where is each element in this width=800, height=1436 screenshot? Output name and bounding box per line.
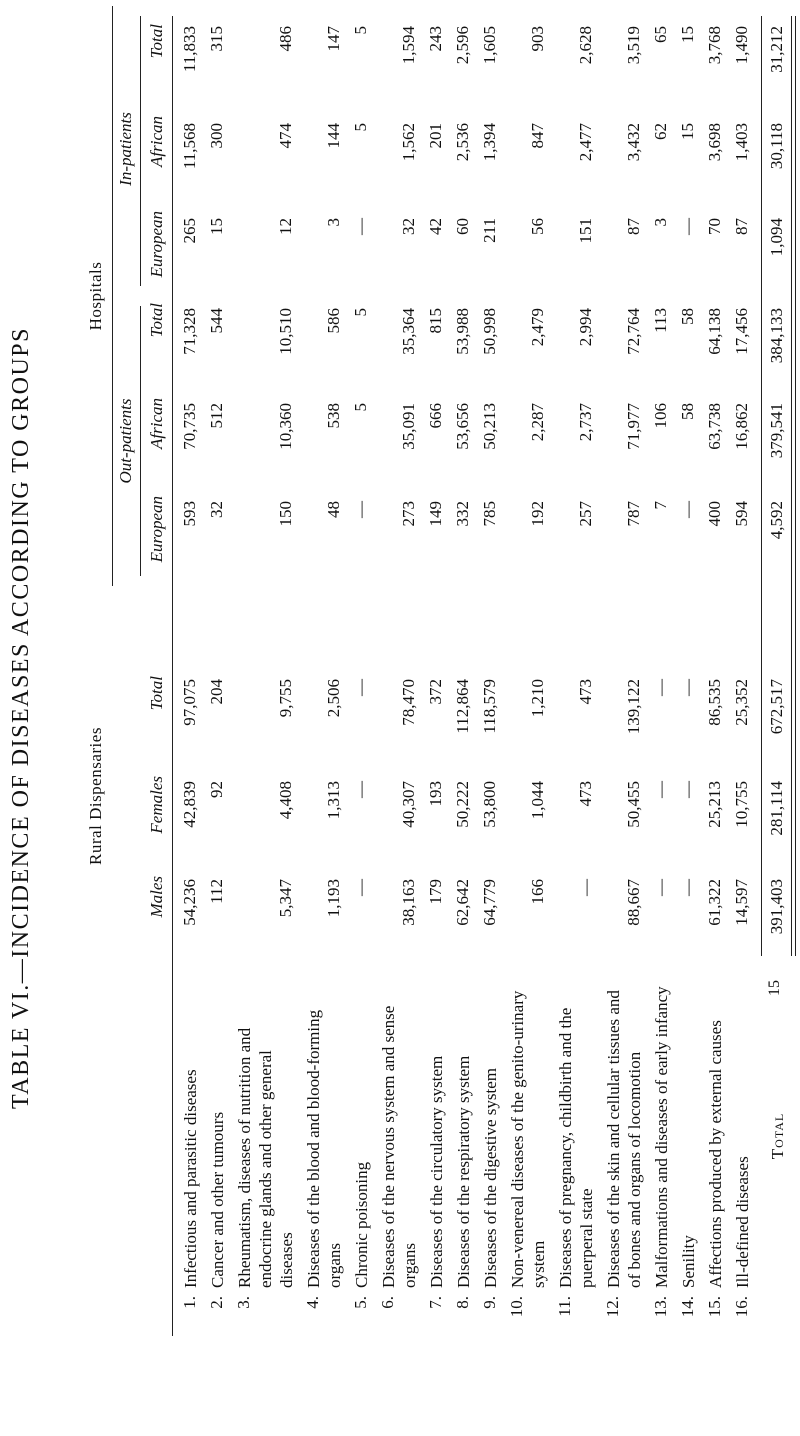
cell: 192: [528, 501, 547, 527]
row-number: 6.: [378, 1296, 397, 1309]
cell: 150: [276, 501, 295, 527]
group-rural-dispensaries: Rural Dispensaries: [86, 727, 105, 865]
row-label-line: system: [529, 1240, 548, 1288]
cell: 63,738: [705, 403, 724, 450]
cell: 265: [180, 218, 199, 244]
row-label: [732, 978, 753, 1288]
cell: —: [651, 781, 670, 798]
cell: 87: [624, 218, 643, 235]
cell: 32: [207, 501, 226, 518]
total-top-rule: [761, 16, 762, 956]
hospitals-rule: [112, 6, 113, 586]
table-row: [207, 0, 228, 1436]
row-label: [603, 978, 645, 1288]
row-label: [378, 978, 420, 1288]
cell: 204: [207, 679, 226, 705]
cell: 62: [651, 123, 670, 140]
cell: 785: [480, 501, 499, 527]
cell: 1,403: [732, 123, 751, 162]
header-rule: [172, 16, 173, 1336]
cell: 50,455: [624, 781, 643, 828]
row-label-line: diseases: [277, 1232, 296, 1288]
cell: 16,862: [732, 403, 751, 450]
cell: 474: [276, 123, 295, 149]
row-number: 11.: [555, 1296, 574, 1317]
cell: 65: [651, 26, 670, 43]
table-row: [303, 0, 345, 1436]
row-label-line: Diseases of the skin and cellular tissues and: [604, 990, 623, 1288]
row-label: [555, 978, 597, 1288]
row-number: 13.: [651, 1296, 670, 1318]
row-label: [234, 978, 297, 1288]
cell: 5,347: [276, 879, 295, 918]
cell: 7: [651, 501, 670, 510]
cell: 149: [426, 501, 445, 527]
cell: 273: [399, 501, 418, 527]
cell: 1,193: [324, 879, 343, 918]
row-label-line: endocrine glands and other general: [256, 1050, 275, 1288]
row-label-line: organs: [400, 1242, 419, 1288]
cell: 72,764: [624, 308, 643, 355]
table-row: [507, 0, 549, 1436]
cell: 112,864: [453, 679, 472, 734]
cell: 300: [207, 123, 226, 149]
cell: 15: [678, 26, 697, 43]
cell: 38,163: [399, 879, 418, 926]
cell: 25,352: [732, 679, 751, 726]
cell: 53,988: [453, 308, 472, 355]
table-row: [651, 0, 672, 1436]
total-cell: 672,517: [767, 679, 786, 735]
cell: 257: [576, 501, 595, 527]
total-cell: 1,094: [767, 218, 786, 257]
row-number: 1.: [180, 1296, 199, 1309]
cell: 5: [351, 403, 370, 412]
cell: 42: [426, 218, 445, 235]
cell: 3: [651, 218, 670, 227]
cell: 1,594: [399, 26, 418, 65]
subgroup-in-patients: In-patients: [116, 112, 135, 186]
row-label-line: organs: [325, 1242, 344, 1288]
table-row: [351, 0, 372, 1436]
row-label: [426, 978, 447, 1288]
cell: 473: [576, 679, 595, 705]
cell: 211: [480, 218, 499, 243]
cell: 92: [207, 781, 226, 798]
row-number: 12.: [603, 1296, 622, 1318]
row-label-line: Malformations and diseases of early infancy: [652, 986, 671, 1288]
cell: 54,236: [180, 879, 199, 926]
row-number: 4.: [303, 1296, 322, 1309]
cell: 25,213: [705, 781, 724, 828]
row-number: 14.: [678, 1296, 697, 1318]
row-label-line: Non-venereal diseases of the genito-urinary: [508, 990, 527, 1288]
cell: 2,628: [576, 26, 595, 65]
cell: 64,138: [705, 308, 724, 355]
cell: 3,432: [624, 123, 643, 162]
cell: 58: [678, 308, 697, 325]
row-label-line: Diseases of the digestive system: [481, 1067, 500, 1288]
col-females: Females: [147, 776, 166, 834]
cell: 1,490: [732, 26, 751, 65]
cell: 48: [324, 501, 343, 518]
cell: 2,994: [576, 308, 595, 347]
row-number: 15.: [705, 1296, 724, 1318]
total-label: Total: [768, 1112, 787, 1160]
cell: 2,506: [324, 679, 343, 718]
cell: —: [576, 879, 595, 896]
cell: 62,642: [453, 879, 472, 926]
cell: 32: [399, 218, 418, 235]
cell: 50,222: [453, 781, 472, 828]
cell: 2,536: [453, 123, 472, 162]
subgroup-out-patients: Out-patients: [116, 398, 135, 484]
col-european-in: European: [147, 211, 166, 278]
cell: 400: [705, 501, 724, 527]
row-label: [705, 978, 726, 1288]
cell: 113: [651, 308, 670, 333]
cell: 10,510: [276, 308, 295, 355]
table-row: [480, 0, 501, 1436]
cell: 332: [453, 501, 472, 527]
cell: 903: [528, 26, 547, 52]
row-label: [207, 978, 228, 1288]
cell: 3: [324, 218, 343, 227]
cell: 42,839: [180, 781, 199, 828]
cell: 315: [207, 26, 226, 52]
cell: 815: [426, 308, 445, 334]
row-label: [303, 978, 345, 1288]
cell: 71,977: [624, 403, 643, 450]
cell: 5: [351, 26, 370, 35]
row-label: [180, 978, 201, 1288]
cell: 2,477: [576, 123, 595, 162]
row-number: 7.: [426, 1296, 445, 1309]
row-label: [507, 978, 549, 1288]
total-cell: 384,133: [767, 308, 786, 364]
total-cell: 281,114: [767, 781, 786, 836]
cell: —: [351, 679, 370, 696]
cell: 201: [426, 123, 445, 149]
cell: 88,667: [624, 879, 643, 926]
cell: 2,596: [453, 26, 472, 65]
col-african-out: African: [147, 398, 166, 449]
cell: 544: [207, 308, 226, 334]
cell: 5: [351, 123, 370, 132]
total-cell: 30,118: [767, 123, 786, 170]
cell: 486: [276, 26, 295, 52]
cell: 3,768: [705, 26, 724, 65]
total-cell: 391,403: [767, 879, 786, 935]
total-bottom-rule: [791, 16, 796, 956]
cell: 86,535: [705, 679, 724, 726]
row-number: 8.: [453, 1296, 472, 1309]
row-label: [453, 978, 474, 1288]
row-number: 16.: [732, 1296, 751, 1318]
cell: 787: [624, 501, 643, 527]
row-label: [678, 978, 699, 1288]
cell: 193: [426, 781, 445, 807]
cell: 166: [528, 879, 547, 905]
cell: 60: [453, 218, 472, 235]
cell: 87: [732, 218, 751, 235]
cell: —: [351, 218, 370, 235]
table-row: [426, 0, 447, 1436]
cell: —: [678, 218, 697, 235]
row-label-line: Chronic poisoning: [352, 1161, 371, 1288]
cell: 243: [426, 26, 445, 52]
cell: 1,313: [324, 781, 343, 820]
row-label: [651, 978, 672, 1288]
cell: 1,044: [528, 781, 547, 820]
cell: 112: [207, 879, 226, 904]
cell: 61,322: [705, 879, 724, 926]
cell: 1,562: [399, 123, 418, 162]
cell: 11,568: [180, 123, 199, 170]
row-label-line: Ill-defined diseases: [733, 1156, 752, 1288]
row-label-line: Diseases of the blood and blood-forming: [304, 1009, 323, 1288]
cell: —: [351, 879, 370, 896]
cell: 3,698: [705, 123, 724, 162]
row-label-line: Cancer and other tumours: [208, 1111, 227, 1288]
row-number: 3.: [234, 1296, 253, 1309]
col-total-out: Total: [147, 303, 166, 338]
cell: 15: [207, 218, 226, 235]
cell: 50,998: [480, 308, 499, 355]
cell: 473: [576, 781, 595, 807]
row-number: 5.: [351, 1296, 370, 1309]
cell: 15: [678, 123, 697, 140]
cell: —: [351, 501, 370, 518]
cell: 139,122: [624, 679, 643, 735]
cell: 10,360: [276, 403, 295, 450]
row-label-line: Diseases of the nervous system and sense: [379, 1005, 398, 1288]
cell: 5: [351, 308, 370, 317]
cell: 847: [528, 123, 547, 149]
cell: 512: [207, 403, 226, 429]
cell: 2,287: [528, 403, 547, 442]
page-number: 15: [766, 980, 783, 996]
table-row: [732, 0, 753, 1436]
cell: 78,470: [399, 679, 418, 726]
cell: 2,479: [528, 308, 547, 347]
cell: —: [678, 781, 697, 798]
cell: 538: [324, 403, 343, 429]
col-total-in: Total: [147, 24, 166, 59]
cell: 35,091: [399, 403, 418, 450]
cell: 70: [705, 218, 724, 235]
cell: 53,800: [480, 781, 499, 828]
total-cell: 379,541: [767, 403, 786, 459]
cell: —: [678, 501, 697, 518]
total-cell: 4,592: [767, 501, 786, 540]
cell: 594: [732, 501, 751, 527]
row-label-line: Senility: [679, 1235, 698, 1288]
table-row: [234, 0, 297, 1436]
table-row: [180, 0, 201, 1436]
cell: 56: [528, 218, 547, 235]
col-european-out: European: [147, 496, 166, 563]
row-label: [351, 978, 372, 1288]
row-label-line: Diseases of pregnancy, childbirth and the: [556, 1007, 575, 1288]
cell: 1,210: [528, 679, 547, 718]
cell: 1,394: [480, 123, 499, 162]
cell: 10,755: [732, 781, 751, 828]
table-row: [378, 0, 420, 1436]
cell: —: [651, 679, 670, 696]
cell: 118,579: [480, 679, 499, 734]
col-males: Males: [147, 876, 166, 918]
cell: 179: [426, 879, 445, 905]
cell: 58: [678, 403, 697, 420]
in-patients-rule: [140, 16, 141, 286]
cell: 14,597: [732, 879, 751, 926]
row-label: [480, 978, 501, 1288]
row-number: 9.: [480, 1296, 499, 1309]
cell: 97,075: [180, 679, 199, 726]
cell: 71,328: [180, 308, 199, 355]
cell: 70,735: [180, 403, 199, 450]
cell: 593: [180, 501, 199, 527]
col-african-in: African: [147, 116, 166, 167]
cell: 64,779: [480, 879, 499, 926]
cell: —: [351, 781, 370, 798]
row-label-line: Diseases of the respiratory system: [454, 1055, 473, 1288]
row-number: 2.: [207, 1296, 226, 1309]
cell: 372: [426, 679, 445, 705]
cell: 9,755: [276, 679, 295, 718]
table-row: [678, 0, 699, 1436]
table-title: TABLE VI.—INCIDENCE OF DISEASES ACCORDING TO GROUPS: [8, 327, 34, 1109]
cell: 147: [324, 26, 343, 52]
row-label-line: of bones and organs of locomotion: [625, 1051, 644, 1288]
row-label-line: Rheumatism, diseases of nutrition and: [235, 1027, 254, 1288]
cell: 35,364: [399, 308, 418, 355]
total-cell: 31,212: [767, 26, 786, 73]
row-label-line: Infectious and parasitic diseases: [181, 1069, 200, 1288]
cell: —: [678, 879, 697, 896]
table-row: [603, 0, 645, 1436]
cell: 3,519: [624, 26, 643, 65]
group-hospitals: Hospitals: [86, 261, 105, 331]
cell: 144: [324, 123, 343, 149]
cell: 11,833: [180, 26, 199, 73]
cell: 4,408: [276, 781, 295, 820]
cell: 666: [426, 403, 445, 429]
table-row: [705, 0, 726, 1436]
cell: 53,656: [453, 403, 472, 450]
cell: 50,213: [480, 403, 499, 450]
cell: —: [678, 679, 697, 696]
row-number: 10.: [507, 1296, 526, 1318]
cell: 586: [324, 308, 343, 334]
cell: 1,605: [480, 26, 499, 65]
row-label-line: Affections produced by external causes: [706, 1020, 725, 1288]
table-row: [555, 0, 597, 1436]
out-patients-rule: [140, 306, 141, 576]
cell: 2,737: [576, 403, 595, 442]
cell: 106: [651, 403, 670, 429]
cell: 151: [576, 218, 595, 244]
row-label-line: Diseases of the circulatory system: [427, 1055, 446, 1288]
cell: 40,307: [399, 781, 418, 828]
cell: 17,456: [732, 308, 751, 355]
col-total-rural: Total: [147, 676, 166, 711]
cell: 12: [276, 218, 295, 235]
cell: —: [651, 879, 670, 896]
table-row: [453, 0, 474, 1436]
row-label-line: puerperal state: [577, 1188, 596, 1288]
